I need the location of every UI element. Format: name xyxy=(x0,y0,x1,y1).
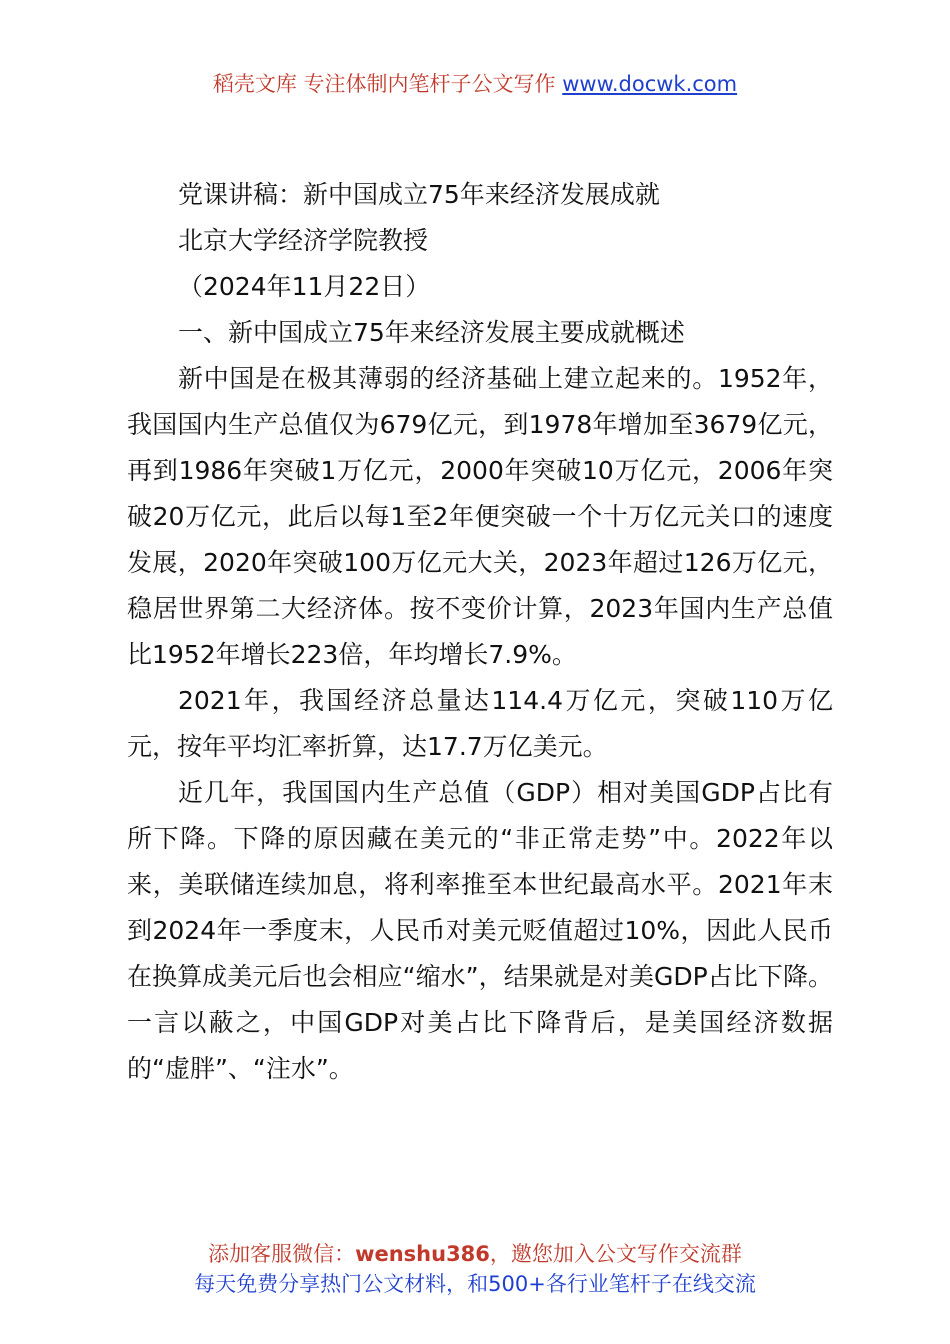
document-date: （2024年11月22日） xyxy=(178,272,431,301)
paragraph: 2021年，我国经济总量达114.4万亿元，突破110万亿元，按年平均汇率折算，达17.7万亿美元。 xyxy=(127,686,833,761)
document-author: 北京大学经济学院教授 xyxy=(178,226,429,255)
footer-prefix: 添加客服微信： xyxy=(208,1242,356,1266)
header-brand-text: 稻壳文库 专注体制内笔杆子公文写作 xyxy=(212,72,556,96)
page-header xyxy=(0,68,950,100)
footer-wechat-id: wenshu386 xyxy=(355,1242,490,1266)
paragraph: 近几年，我国国内生产总值（GDP）相对美国GDP占比有所下降。下降的原因藏在美元的“非正常走势”中。2022年以来，美联储连续加息，将利率推至本世纪最高水平。2021年末到2024年一季度末，人民币对美元贬值超过10%，因此人民币在换算成美元后也会相应“缩水”，结果就是对美GDP占比下降。一言以蔽之，中国GDP对美占比下降背后，是美国经济数据的“虚胖”、“注水”。 xyxy=(127,778,833,1083)
page-footer xyxy=(0,1239,950,1299)
footer-line-2: 每天免费分享热门公文材料，和500+各行业笔杆子在线交流 xyxy=(194,1272,756,1296)
footer-suffix: ，邀您加入公文写作交流群 xyxy=(489,1242,742,1266)
document-title: 党课讲稿：新中国成立75年来经济发展成就 xyxy=(178,180,660,209)
header-site-link[interactable]: www.docwk.com xyxy=(562,72,738,96)
footer-line-1 xyxy=(0,1239,950,1269)
paragraph: 新中国是在极其薄弱的经济基础上建立起来的。1952年，我国国内生产总值仅为679亿元，到1978年增加至3679亿元，再到1986年突破1万亿元，2000年突破10万亿元，2006年突破20万亿元，此后以每1至2年便突破一个十万亿元关口的速度发展，2020年突破100万亿元大关，2023年超过126万亿元，稳居世界第二大经济体。按不变价计算，2023年国内生产总值比1952年增长223倍，年均增长7.9%。 xyxy=(127,364,833,669)
document-body xyxy=(127,172,833,1092)
section-heading: 一、新中国成立75年来经济发展主要成就概述 xyxy=(178,318,685,347)
